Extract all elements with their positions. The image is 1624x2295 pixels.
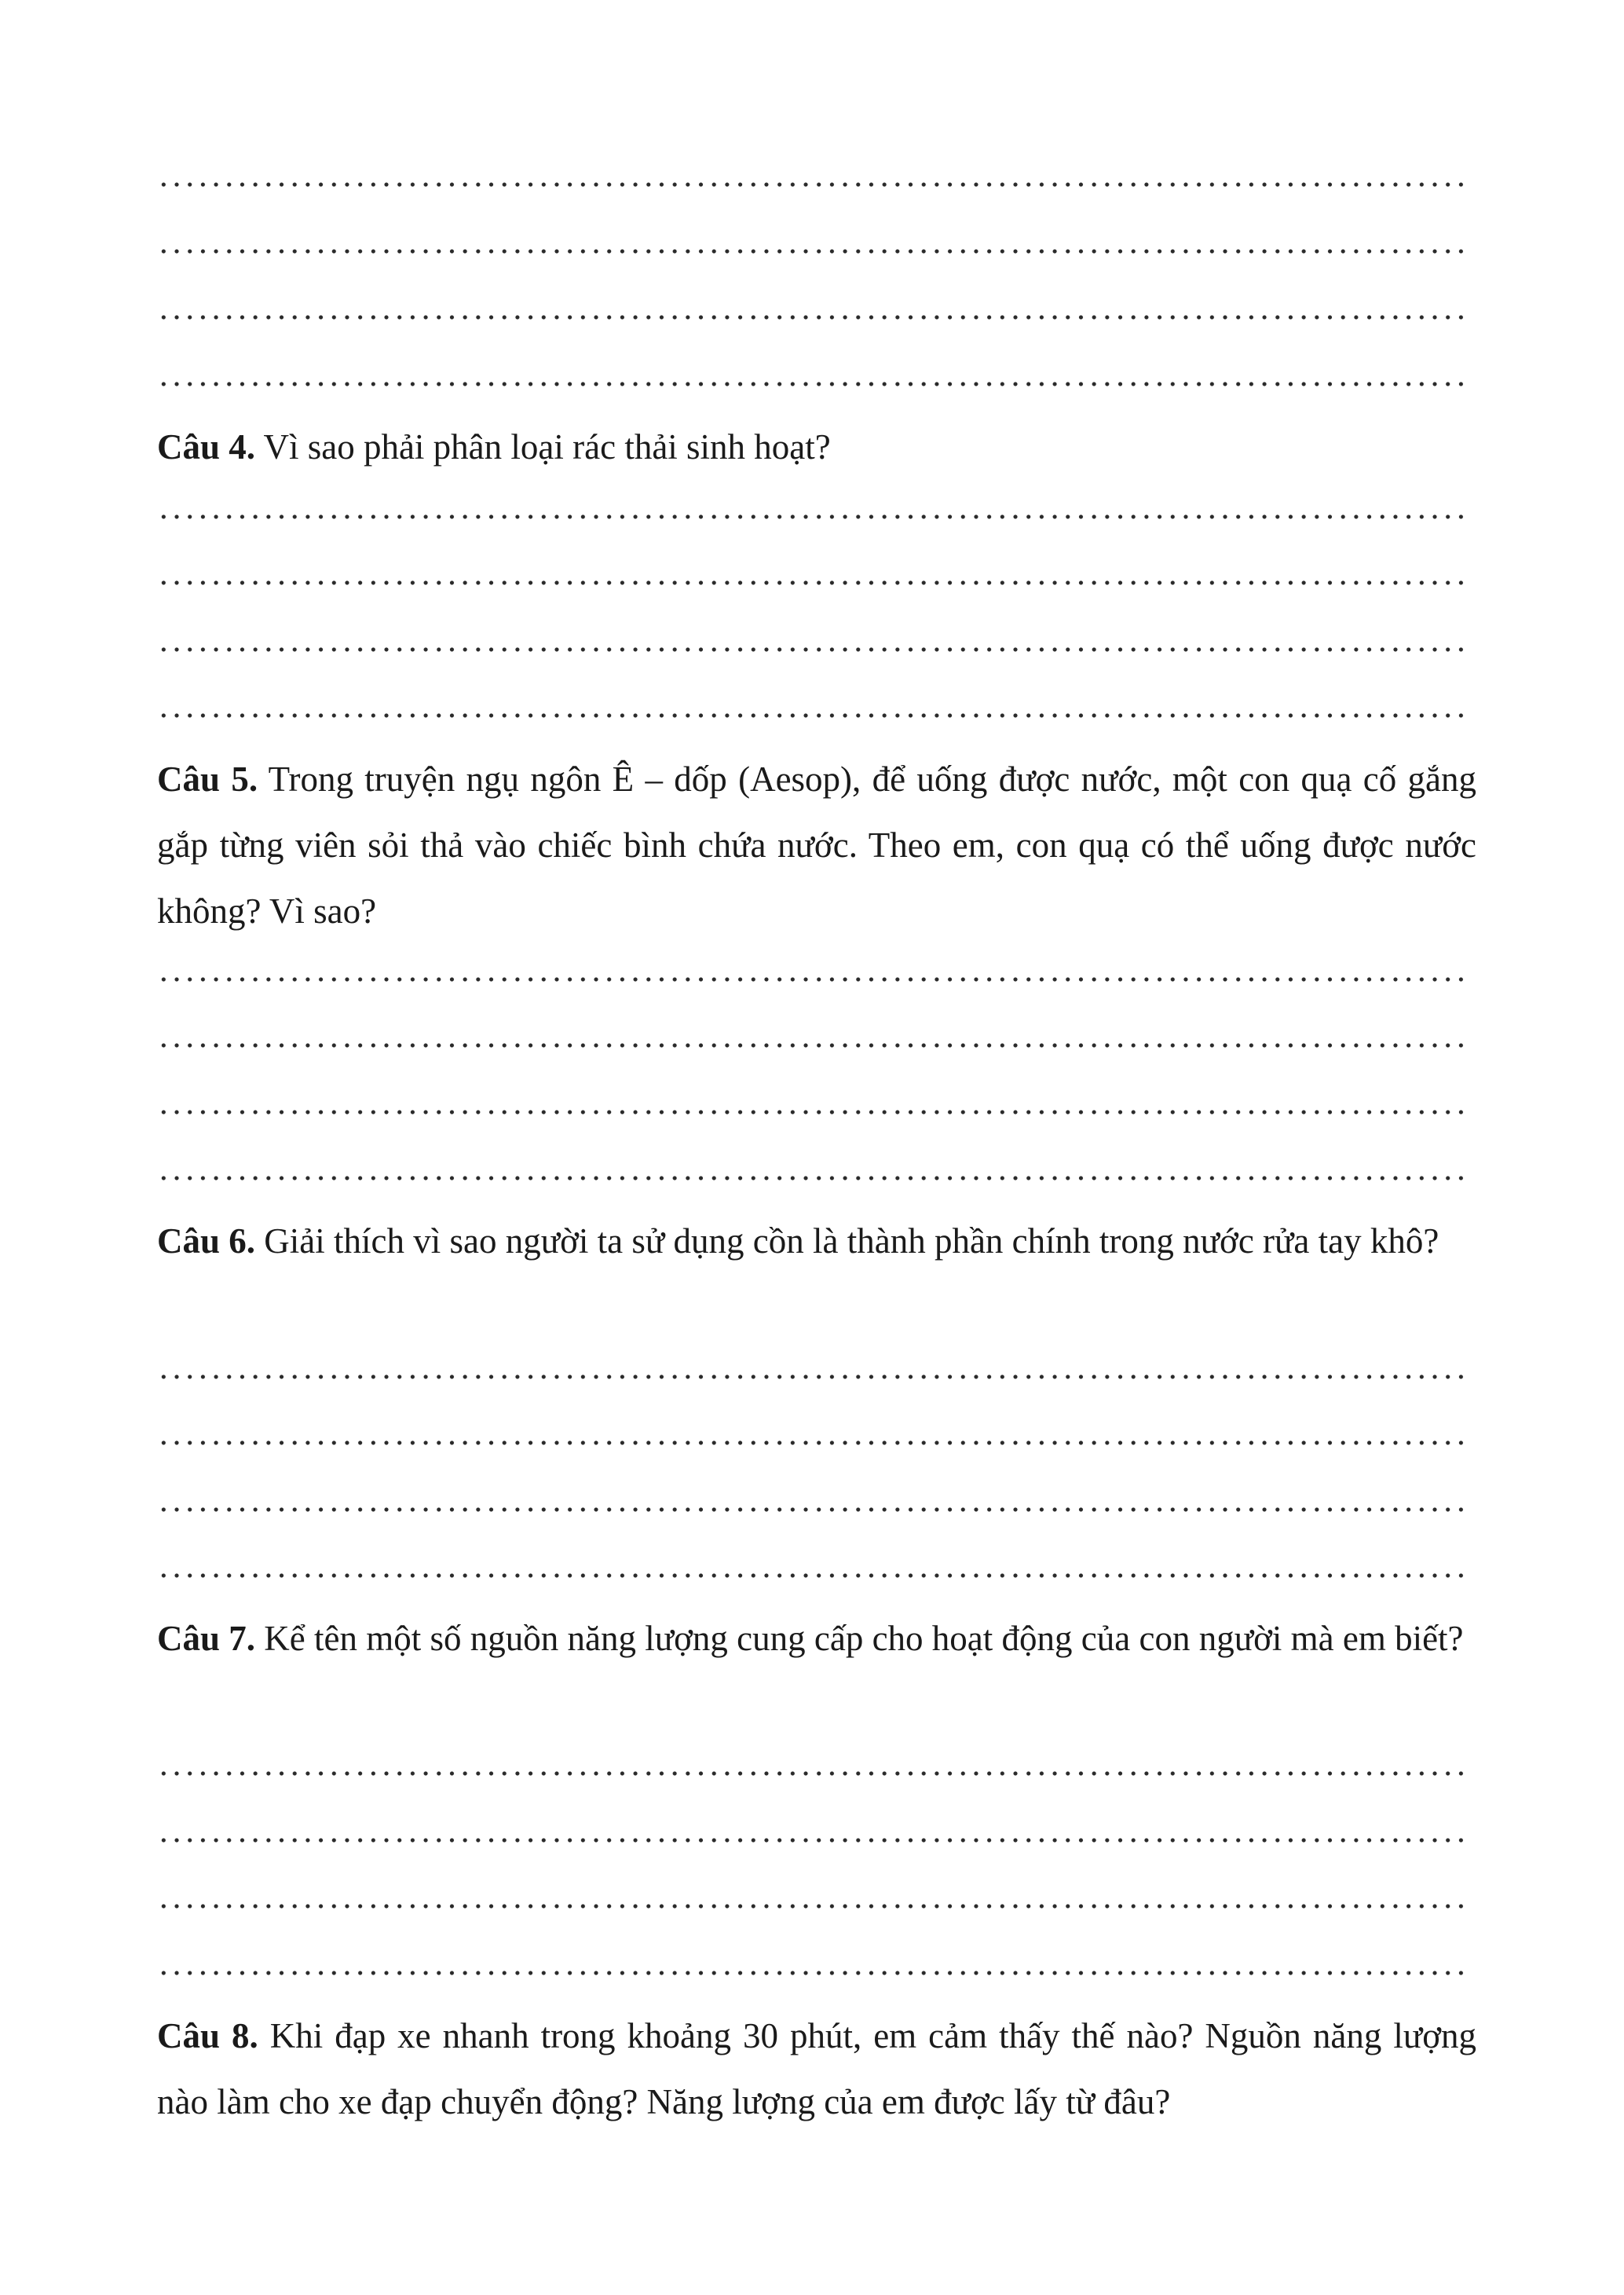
answer-line[interactable] — [157, 1440, 1469, 1445]
question-4 — [157, 414, 1476, 480]
answer-line[interactable] — [157, 382, 1469, 386]
question-label: Câu 6. — [157, 1221, 256, 1261]
question-label: Câu 7. — [157, 1619, 256, 1658]
question-text: Khi đạp xe nhanh trong khoảng 30 phút, em cảm thấy thế nào? Nguồn năng lượng nào làm cho xe đạp chuyển động? Năng lượng của em được lấy từ đâu? — [157, 2016, 1477, 2121]
question-text: Giải thích vì sao người ta sử dụng cồn là thành phần chính trong nước rửa tay khô? — [264, 1221, 1439, 1261]
answer-line[interactable] — [157, 1507, 1469, 1512]
question-label: Câu 4. — [157, 427, 256, 467]
answer-line[interactable] — [157, 514, 1469, 519]
question-text: Vì sao phải phân loại rác thải sinh hoạt? — [263, 427, 831, 467]
answer-line[interactable] — [157, 1838, 1469, 1843]
question-6 — [157, 1208, 1476, 1274]
answer-line[interactable] — [157, 315, 1469, 320]
answer-line[interactable] — [157, 1971, 1469, 1975]
answer-line[interactable] — [157, 647, 1469, 652]
answer-line[interactable] — [157, 1110, 1469, 1115]
question-label: Câu 5. — [157, 760, 258, 799]
answer-line[interactable] — [157, 1771, 1469, 1776]
question-text: Kể tên một số nguồn năng lượng cung cấp cho hoạt động của con người mà em biết? — [264, 1619, 1464, 1658]
answer-line[interactable] — [157, 1904, 1469, 1909]
answer-line[interactable] — [157, 1374, 1469, 1379]
question-label: Câu 8. — [157, 2016, 258, 2055]
answer-line[interactable] — [157, 249, 1469, 254]
question-text: Trong truyện ngụ ngôn Ê – dốp (Aesop), để uống được nước, một con quạ cố gắng gắp từng viên sỏi thả vào chiếc bình chứa nước. Theo em, con quạ có thể uống được nước không? Vì sao? — [157, 760, 1477, 931]
answer-line[interactable] — [157, 580, 1469, 585]
answer-line[interactable] — [157, 1043, 1469, 1048]
answer-line[interactable] — [157, 713, 1469, 718]
answer-line[interactable] — [157, 1573, 1469, 1578]
answer-line[interactable] — [157, 977, 1469, 982]
answer-line[interactable] — [157, 182, 1469, 187]
question-8 — [157, 2003, 1476, 2135]
question-7 — [157, 1605, 1476, 1671]
question-5 — [157, 746, 1476, 944]
answer-line[interactable] — [157, 1176, 1469, 1180]
